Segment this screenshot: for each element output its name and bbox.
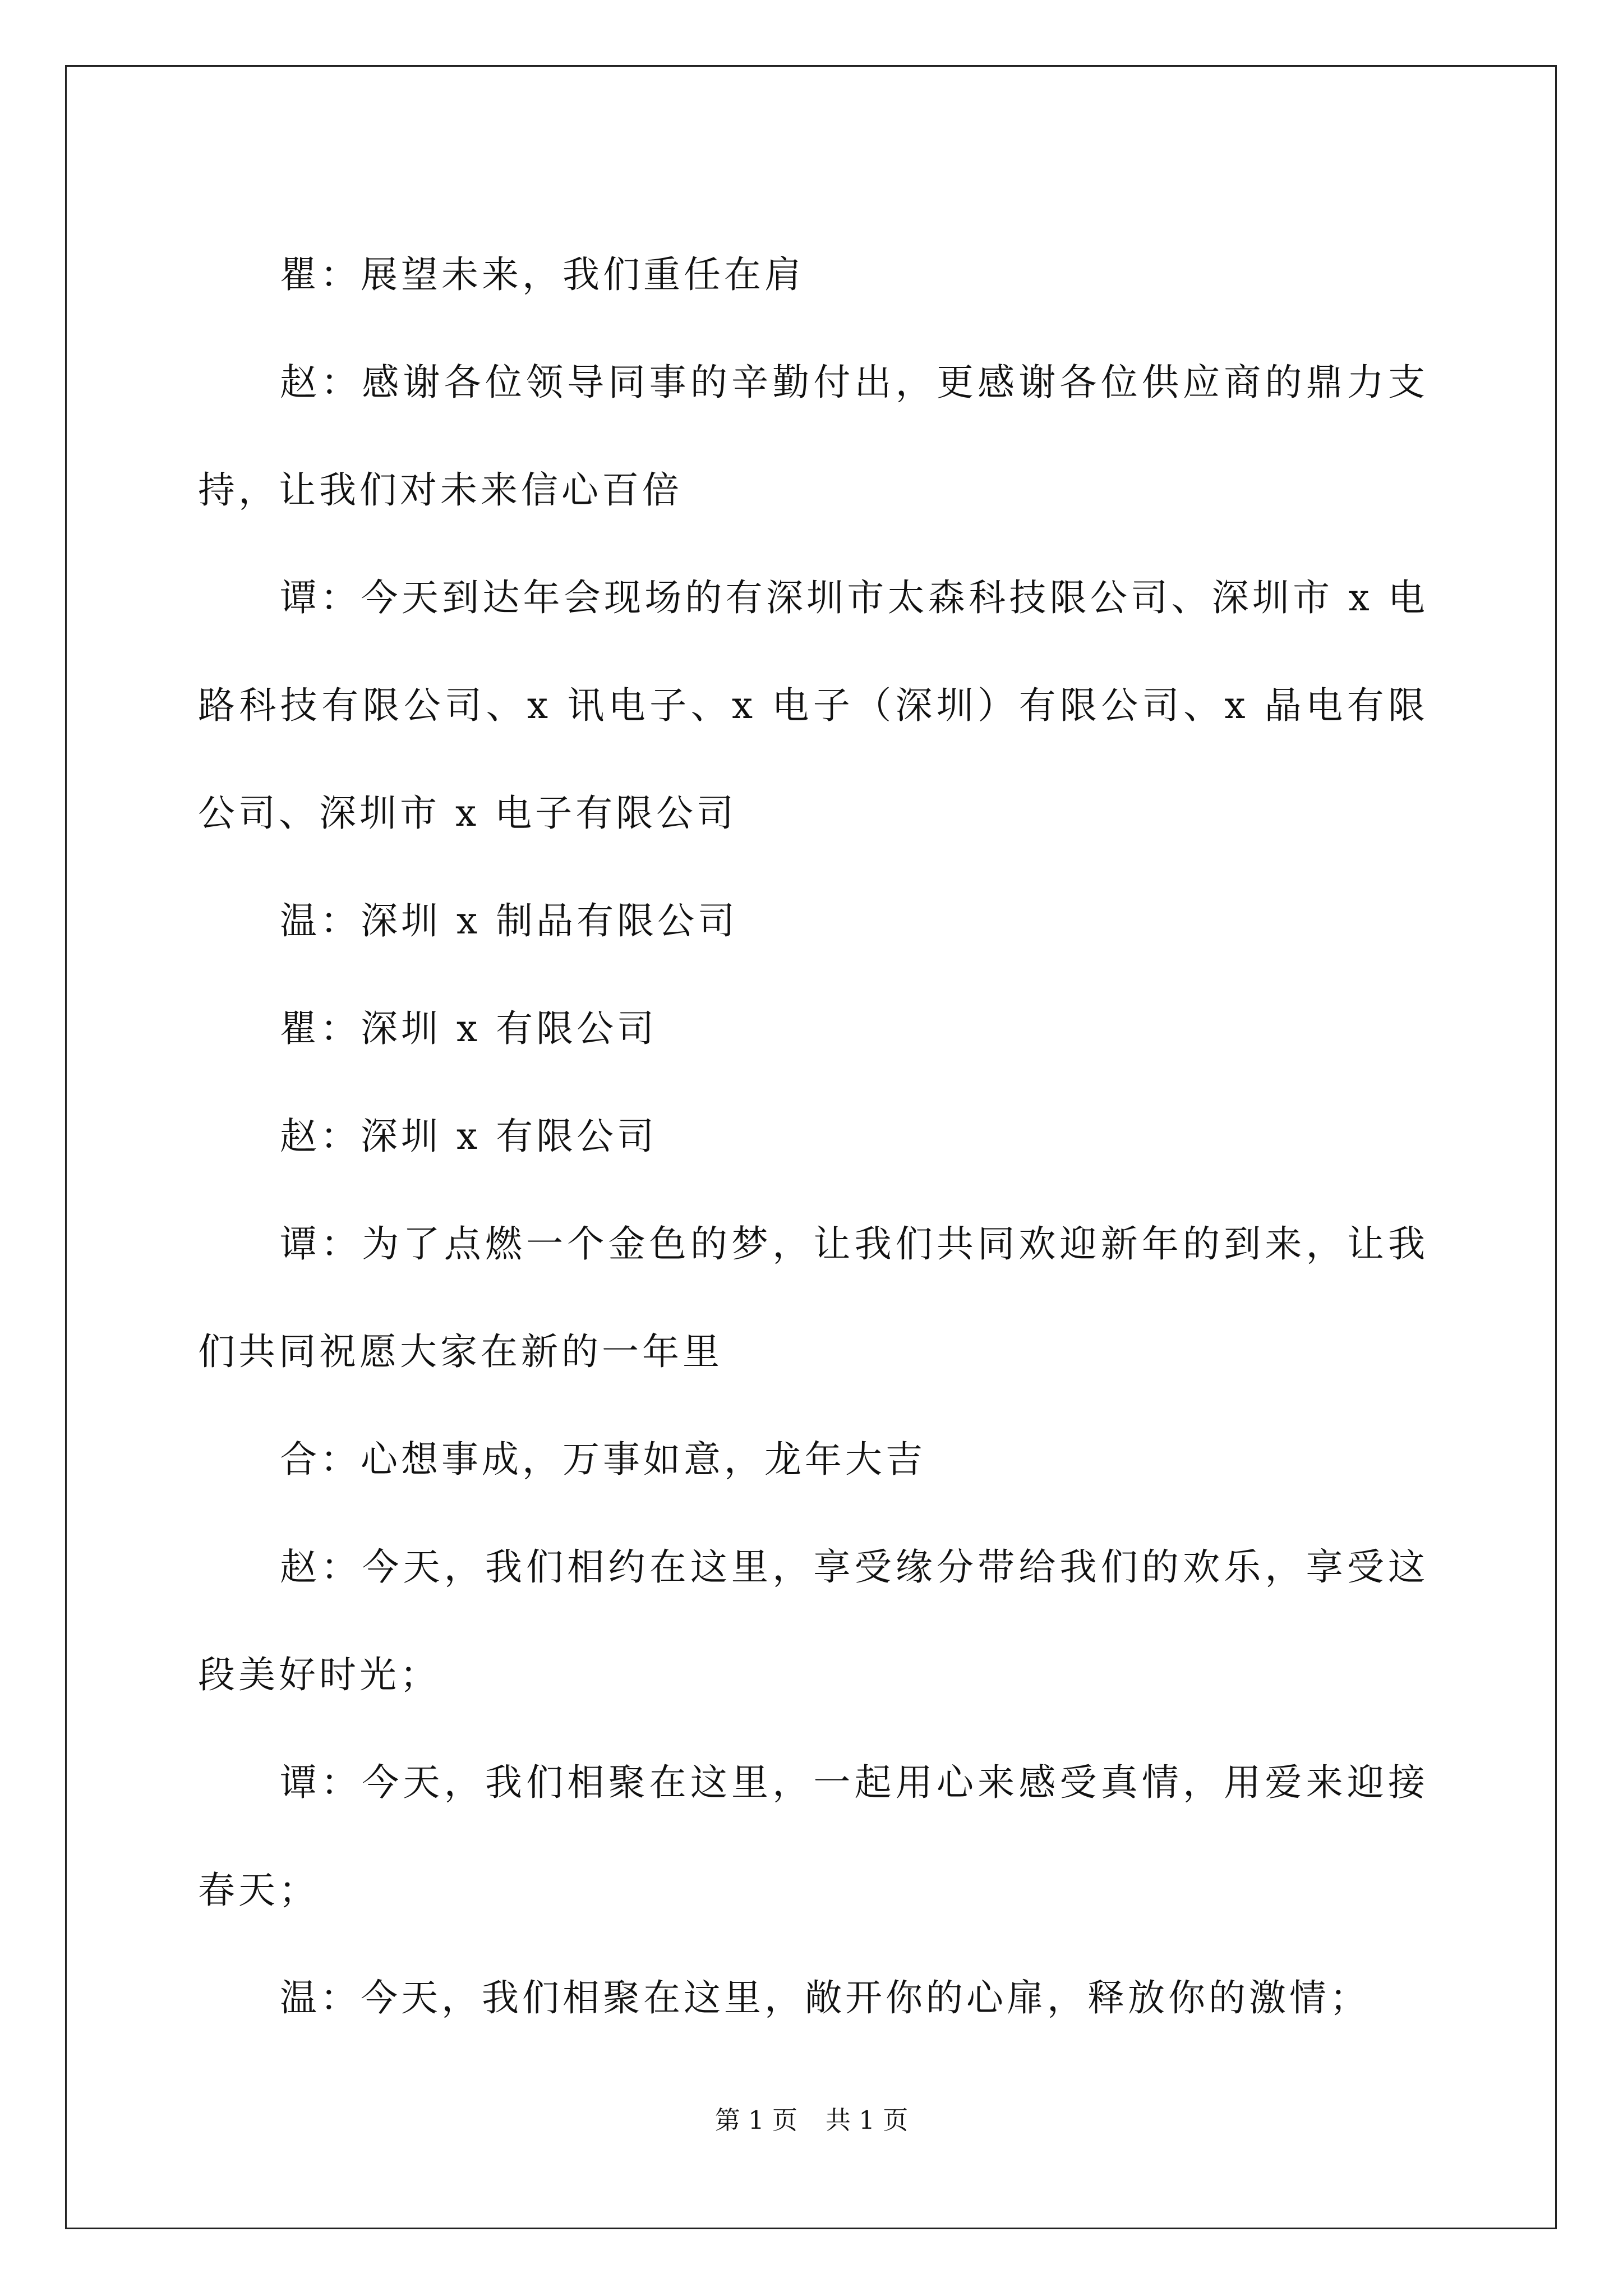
document-body [198,221,1428,2052]
paragraph: 谭：为了点燃一个金色的梦，让我们共同欢迎新年的到来，让我们共同祝愿大家在新的一年里 [198,1222,1428,1373]
paragraph: 瞿：展望未来，我们重任在肩 [280,253,805,296]
paragraph: 瞿：深圳 x 有限公司 [280,1007,658,1050]
paragraph: 谭：今天到达年会现场的有深圳市太森科技限公司、深圳市 x 电路科技有限公司、x 讯电子、x 电子（深圳）有限公司、x 晶电有限公司、深圳市 x 电子有限公司 [198,576,1428,835]
page-number: 第 1 页 [714,2105,797,2135]
page-footer [0,2104,1623,2137]
paragraph: 谭：今天，我们相聚在这里，一起用心来感受真情，用爱来迎接春天； [198,1761,1428,1912]
paragraph: 赵：感谢各位领导同事的辛勤付出，更感谢各位供应商的鼎力支持，让我们对未来信心百倍 [198,361,1428,512]
paragraph: 赵：深圳 x 有限公司 [280,1115,658,1158]
paragraph: 赵：今天，我们相约在这里，享受缘分带给我们的欢乐，享受这段美好时光； [198,1545,1428,1696]
page-total: 共 1 页 [826,2105,909,2135]
paragraph: 温：今天，我们相聚在这里，敞开你的心扉，释放你的激情； [280,1976,1370,2019]
paragraph: 合：心想事成，万事如意，龙年大吉 [280,1438,926,1481]
paragraph: 温：深圳 x 制品有限公司 [280,899,739,942]
